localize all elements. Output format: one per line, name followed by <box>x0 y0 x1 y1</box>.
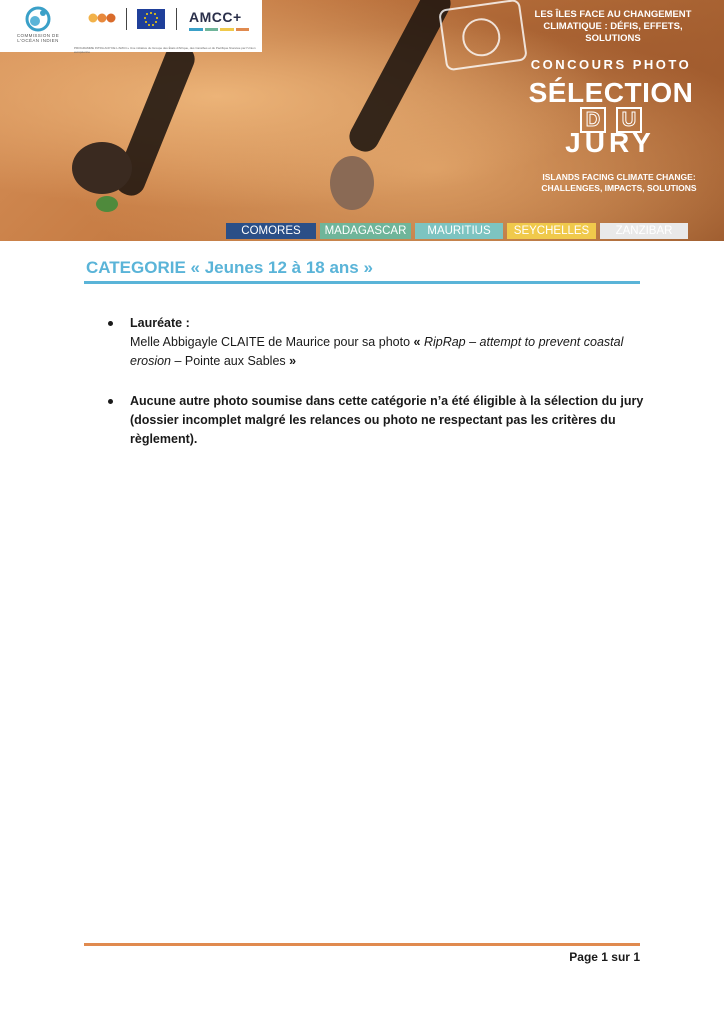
page-number: Page 1 sur 1 <box>569 950 640 964</box>
logo-divider <box>176 8 177 30</box>
program-caption: PROGRAMME INTRA ACP DE L'AMCC+ Une initiative du Groupe des États d'Afrique, des Caraïbes et du Pacifique financée par l'Union européenne <box>74 46 256 54</box>
laureate-label: Lauréate : <box>130 316 190 330</box>
country-tag-comores: COMORES <box>226 223 316 239</box>
banner-selection: SÉLECTION <box>528 77 694 108</box>
eco-logo <box>88 10 116 26</box>
country-tag-mauritius: MAURITIUS <box>415 223 503 239</box>
country-tag-zanzibar: ZANZIBAR <box>600 223 688 239</box>
amcc-logo-bars <box>189 28 249 31</box>
laureate-text <box>130 333 646 371</box>
banner-du-letter: D <box>580 107 606 133</box>
photo-shadow <box>345 0 456 157</box>
header-banner <box>0 0 724 241</box>
banner-concours: CONCOURS PHOTO <box>530 57 692 72</box>
photo-suffix: – Pointe aux Sables <box>171 354 286 368</box>
category-title: CATEGORIE « Jeunes 12 à 18 ans » <box>86 258 373 277</box>
bullet-list <box>106 314 646 449</box>
photo-plant <box>96 196 118 212</box>
country-tags <box>226 223 708 239</box>
country-tag-seychelles: SEYCHELLES <box>507 223 596 239</box>
list-item <box>106 314 646 371</box>
coi-logo-text: COMMISSION DE L'OCÉAN INDIEN <box>16 33 60 43</box>
banner-theme-fr: LES ÎLES FACE AU CHANGEMENT CLIMATIQUE : DÉFIS, EFFETS, SOLUTIONS <box>534 9 692 44</box>
footer-rule <box>84 943 640 946</box>
laureate-prefix: Melle Abbigayle CLAITE de Maurice pour sa photo <box>130 335 414 349</box>
banner-du-letter: U <box>616 107 642 133</box>
bullet-icon <box>108 321 113 326</box>
quote-open: « <box>413 335 424 349</box>
banner-theme-en: ISLANDS FACING CLIMATE CHANGE: CHALLENGES, IMPACTS, SOLUTIONS <box>541 172 697 193</box>
amcc-logo: AMCC+ <box>189 9 242 25</box>
logo-divider <box>126 8 127 30</box>
country-tag-madagascar: MADAGASCAR <box>320 223 411 239</box>
second-bullet-text: Aucune autre photo soumise dans cette catégorie n’a été éligible à la sélection du jury (dossier incomplet malgré les relances ou photo ne respectant pas les critères du règlement). <box>130 394 644 446</box>
eu-flag-logo <box>137 9 165 29</box>
photo-title: RipRap – attempt to prevent coastal erosion <box>130 335 624 368</box>
banner-jury: JURY <box>565 127 655 158</box>
photo-child-figure <box>330 156 374 210</box>
bullet-icon <box>108 399 113 404</box>
list-item <box>106 392 646 449</box>
partner-logos <box>0 0 262 52</box>
quote-close: » <box>285 354 297 368</box>
category-rule <box>84 281 640 284</box>
photo-child-figure <box>72 142 132 194</box>
